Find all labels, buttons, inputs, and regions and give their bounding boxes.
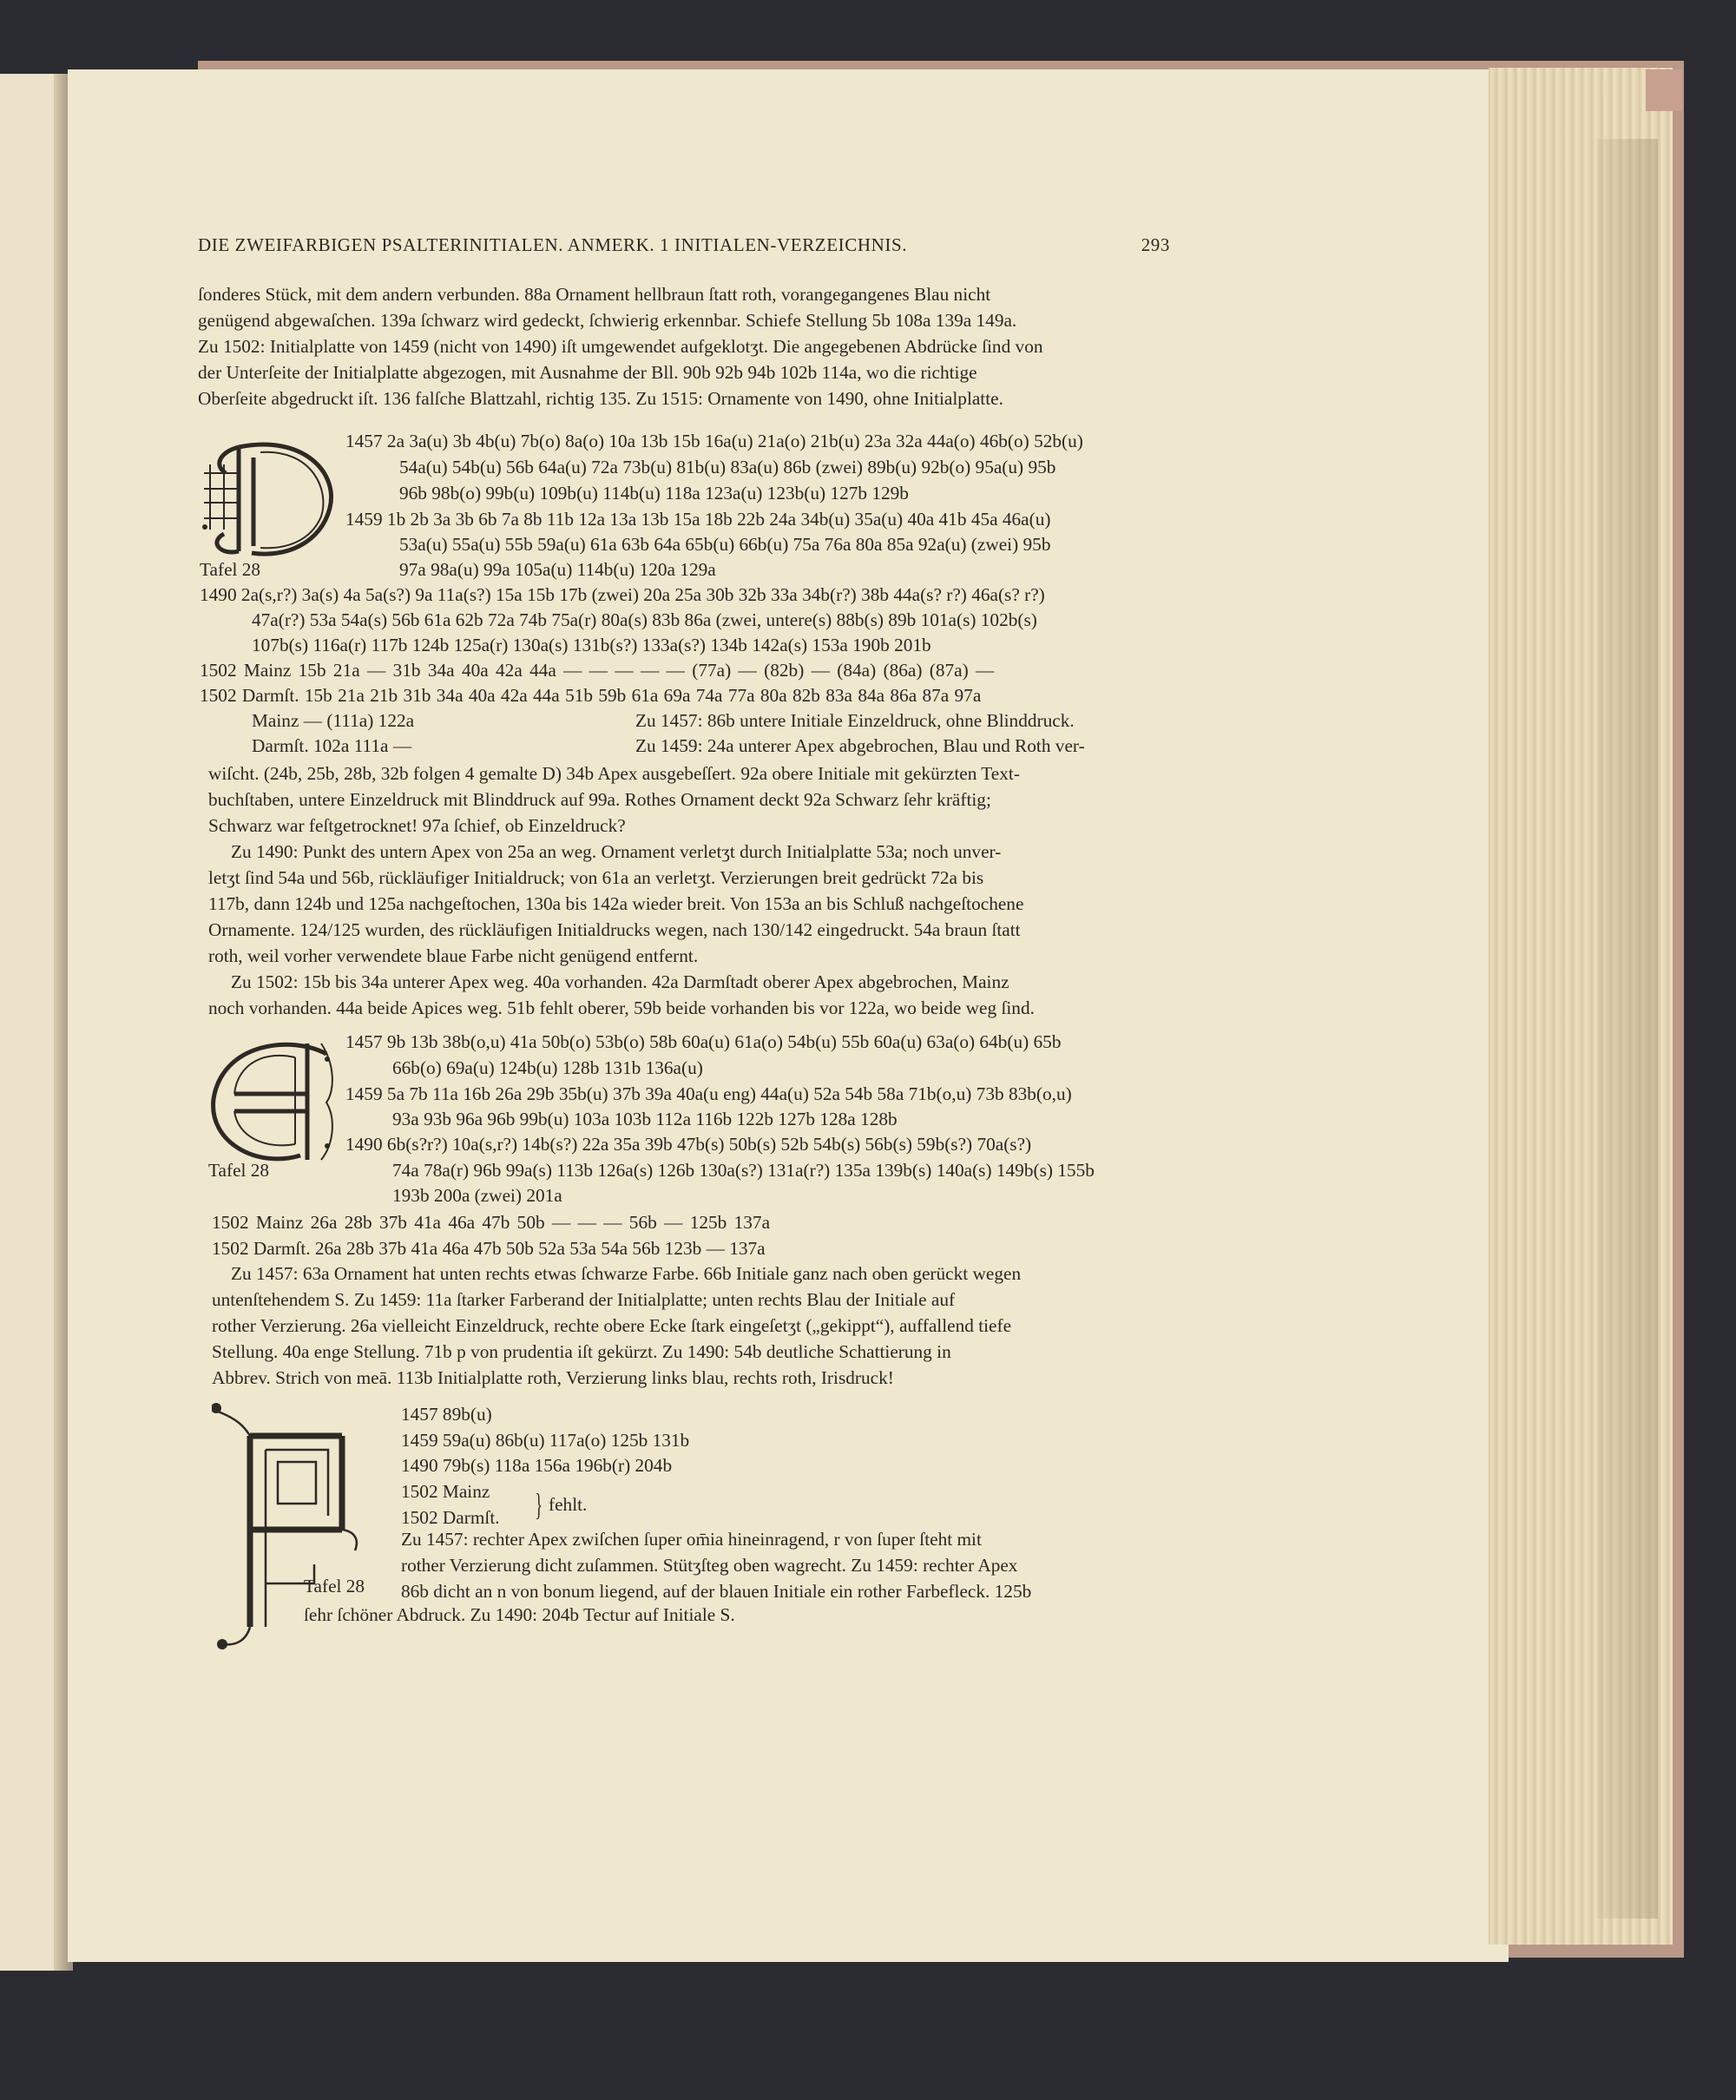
- entry-line: 53a(u) 55a(u) 55b 59a(u) 61a 63b 64a 65b(u) 66b(u) 75a 76a 80a 85a 92a(u) (zwei) 95b: [399, 534, 1051, 555]
- text-line: letʒt ſind 54a und 56b, rückläufiger Initialdruck; von 61a an verletʒt. Verzierungen breit gedrückt 72a bis: [208, 867, 984, 888]
- text-line: rother Verzierung dicht zuſammen. Stütʒſteg oben wagrecht. Zu 1459: rechter Apex: [401, 1555, 1018, 1576]
- text-line: Abbrev. Strich von meā. 113b Initialplatte roth, Verzierung links blau, rechts roth, Irisdruck!: [212, 1367, 894, 1388]
- text-line: 117b, dann 124b und 125a nachgeſtochen, 130a bis 142a wieder breit. Von 153a an bis Schluß nachgeſtochene: [208, 893, 1024, 914]
- text-line: Zu 1457: rechter Apex zwiſchen ſuper om̄ia hineinragend, r von ſuper ſteht mit: [401, 1529, 982, 1550]
- entry-line: 1459 5a 7b 11a 16b 26a 29b 35b(u) 37b 39a 40a(u eng) 44a(u) 52a 54b 58a 71b(o,u) 73b 83b(o,u): [345, 1083, 1072, 1104]
- entry-line: 1457 9b 13b 38b(o,u) 41a 50b(o) 53b(o) 58b 60a(u) 61a(o) 54b(u) 55b 60a(u) 63a(o) 64b(u) 65b: [345, 1031, 1062, 1052]
- text-line: Zu 1457: 63a Ornament hat unten rechts etwas ſchwarze Farbe. 66b Initiale ganz nach oben gerückt wegen: [231, 1263, 1022, 1284]
- section-E-notes: [212, 1261, 1179, 1391]
- entry-line: 47a(r?) 53a 54a(s) 56b 61a 62b 72a 74b 75a(r) 80a(s) 83b 86a (zwei, untere(s) 88b(s) 89b 101a(s) 102b(s): [252, 609, 1037, 630]
- intro-paragraph: [198, 281, 1179, 411]
- entry-line: 1459 1b 2b 3a 3b 6b 7a 8b 11b 12a 13a 13b 15a 18b 22b 24a 34b(u) 35a(u) 40a 41b 45a 46a(u): [345, 509, 1051, 530]
- text-line: Zu 1490: Punkt des untern Apex von 25a an weg. Ornament verletʒt durch Initialplatte 53a; noch unver-: [231, 841, 1002, 862]
- text-line: 86b dicht an n von bonum liegend, auf der blauen Initiale ein rother Farbefleck. 125b: [401, 1581, 1032, 1602]
- tafel-label: Tafel 28: [200, 559, 261, 580]
- entry-line: 1490 2a(s,r?) 3a(s) 4a 5a(s?) 9a 11a(s?) 15a 15b 17b (zwei) 20a 25a 30b 32b 33a 34b(r?) 38b 44a(s? r?) 46a(s? r?): [200, 584, 1045, 605]
- entry-line: 54a(u) 54b(u) 56b 64a(u) 72a 73b(u) 81b(u) 83a(u) 86b (zwei) 89b(u) 92b(o) 95a(u) 95b: [399, 457, 1056, 477]
- entry-line: 1459 59a(u) 86b(u) 117a(o) 125b 131b: [401, 1430, 690, 1451]
- entry-line: 74a 78a(r) 96b 99a(s) 113b 126a(s) 126b 130a(s?) 131a(r?) 135a 139b(s) 140a(s) 149b(s) 155b: [392, 1160, 1095, 1181]
- entry-line: 66b(o) 69a(u) 124b(u) 128b 131b 136a(u): [392, 1057, 703, 1078]
- text-line: ſehr ſchöner Abdruck. Zu 1490: 204b Tectur auf Initiale S.: [304, 1604, 735, 1625]
- text-line: Oberſeite abgedruckt iſt. 136 falſche Blattzahl, richtig 135. Zu 1515: Ornamente von 1490, ohne Initialplatte.: [198, 388, 1003, 409]
- page-edge-shadow: [1597, 139, 1658, 1919]
- section-F-notes: [401, 1526, 1180, 1604]
- entry-line: 1490 79b(s) 118a 156a 196b(r) 204b: [401, 1455, 673, 1476]
- section-D-notes: [208, 760, 1179, 1021]
- text-line: roth, weil vorher verwendete blaue Farbe nicht genügend entfernt.: [208, 945, 699, 966]
- note-line: Zu 1459: 24a unterer Apex abgebrochen, Blau und Roth ver-: [635, 735, 1085, 756]
- text-line: Stellung. 40a enge Stellung. 71b p von prudentia iſt gekürzt. Zu 1490: 54b deutliche Schattierung in: [212, 1341, 951, 1362]
- entry-line: 1457 2a 3a(u) 3b 4b(u) 7b(o) 8a(o) 10a 13b 15b 16a(u) 21a(o) 21b(u) 23a 32a 44a(o) 46b(o) 52b(u): [345, 431, 1083, 451]
- entry-line: 1502 Darmſt. 15b 21a 21b 31b 34a 40a 42a 44a 51b 59b 61a 69a 74a 77a 80a 82b 83a 84a 86a 87a 97a: [200, 685, 982, 706]
- entry-line: Mainz — (111a) 122a: [252, 710, 415, 731]
- entry-line: 96b 98b(o) 99b(u) 109b(u) 114b(u) 118a 123a(u) 123b(u) 127b 129b: [399, 483, 909, 504]
- entry-line: 1502 Mainz: [401, 1481, 490, 1502]
- text-line: wiſcht. (24b, 25b, 28b, 32b folgen 4 gemalte D) 34b Apex ausgebeſſert. 92a obere Initiale mit gekürzten Text-: [208, 763, 1020, 784]
- brace: }: [535, 1487, 542, 1522]
- initial-E-ornament: [205, 1038, 335, 1165]
- entry-line: Darmſt. 102a 111a —: [252, 735, 412, 756]
- entry-line: 97a 98a(u) 99a 105a(u) 114b(u) 120a 129a: [399, 559, 716, 580]
- entry-line: 1502 Darmſt. 26a 28b 37b 41a 46a 47b 50b 52a 53a 54a 56b 123b — 137a: [212, 1238, 766, 1259]
- text-line: Schwarz war feſtgetrocknet! 97a ſchief, ob Einzeldruck?: [208, 815, 626, 836]
- page-number: 293: [1141, 234, 1170, 255]
- text-line: Zu 1502: 15b bis 34a unterer Apex weg. 40a vorhanden. 42a Darmſtadt oberer Apex abgebrochen, Mainz: [231, 971, 1009, 992]
- entry-line: 1490 6b(s?r?) 10a(s,r?) 14b(s?) 22a 35a 39b 47b(s) 50b(s) 52b 54b(s) 56b(s) 59b(s?) 70a(s?): [345, 1134, 1032, 1155]
- text-line: genügend abgewaſchen. 139a ſchwarz wird gedeckt, ſchwierig erkennbar. Schiefe Stellung 5b 108a 139a 149a.: [198, 310, 1017, 331]
- text-line: der Unterſeite der Initialplatte abgezogen, mit Ausnahme der Bll. 90b 92b 94b 102b 114a, wo die richtige: [198, 362, 977, 383]
- text-line: untenſtehendem S. Zu 1459: 11a ſtarker Farberand der Initialplatte; unten rechts Blau der Initiale auf: [212, 1289, 956, 1310]
- running-title: DIE ZWEIFARBIGEN PSALTERINITIALEN. ANMERK. 1 INITIALEN-VERZEICHNIS.: [198, 234, 908, 255]
- text-line: ſonderes Stück, mit dem andern verbunden. 88a Ornament hellbraun ſtatt roth, vorangegangenes Blau nicht: [198, 284, 991, 305]
- entry-line: 107b(s) 116a(r) 117b 124b 125a(r) 130a(s) 131b(s?) 133a(s?) 134b 142a(s) 153a 190b 201b: [252, 635, 931, 655]
- entry-line: 1502 Mainz 15b 21a — 31b 34a 40a 42a 44a — — — — — (77a) — (82b) — (84a) (86a) (87a) —: [200, 660, 995, 681]
- text-line: rother Verzierung. 26a vielleicht Einzeldruck, rechte obere Ecke ſtark eingeſetʒt („gekippt“), auffallend tiefe: [212, 1315, 1012, 1336]
- red-tab-marker: [1646, 69, 1682, 111]
- tafel-label: Tafel 28: [208, 1160, 270, 1181]
- initial-D-ornament: [200, 438, 339, 560]
- text-line: noch vorhanden. 44a beide Apices weg. 51b fehlt oberer, 59b beide vorhanden bis vor 122a, wo beide weg ſind.: [208, 997, 1035, 1018]
- note-line: Zu 1457: 86b untere Initiale Einzeldruck, ohne Blinddruck.: [635, 710, 1075, 731]
- entry-line: 1502 Darmſt.: [401, 1507, 500, 1528]
- entry-line: 1457 89b(u): [401, 1404, 492, 1425]
- text-line: buchſtaben, untere Einzeldruck mit Blinddruck auf 99a. Rothes Ornament deckt 92a Schwarz ſehr kräftig;: [208, 789, 991, 810]
- entry-line: 93a 93b 96a 96b 99b(u) 103a 103b 112a 116b 122b 127b 128a 128b: [392, 1109, 898, 1129]
- fehlt-label: fehlt.: [549, 1494, 588, 1515]
- entry-line: 193b 200a (zwei) 201a: [392, 1185, 562, 1206]
- text-line: Ornamente. 124/125 wurden, des rückläufigen Initialdrucks wegen, nach 130/142 eingedruckt. 54a braun ſtatt: [208, 919, 1021, 940]
- text-line: Zu 1502: Initialplatte von 1459 (nicht von 1490) iſt umgewendet aufgeklotʒt. Die angegebenen Abdrücke ſind von: [198, 336, 1043, 357]
- tafel-label: Tafel 28: [304, 1576, 365, 1596]
- entry-line: 1502 Mainz 26a 28b 37b 41a 46a 47b 50b — — — 56b — 125b 137a: [212, 1212, 771, 1233]
